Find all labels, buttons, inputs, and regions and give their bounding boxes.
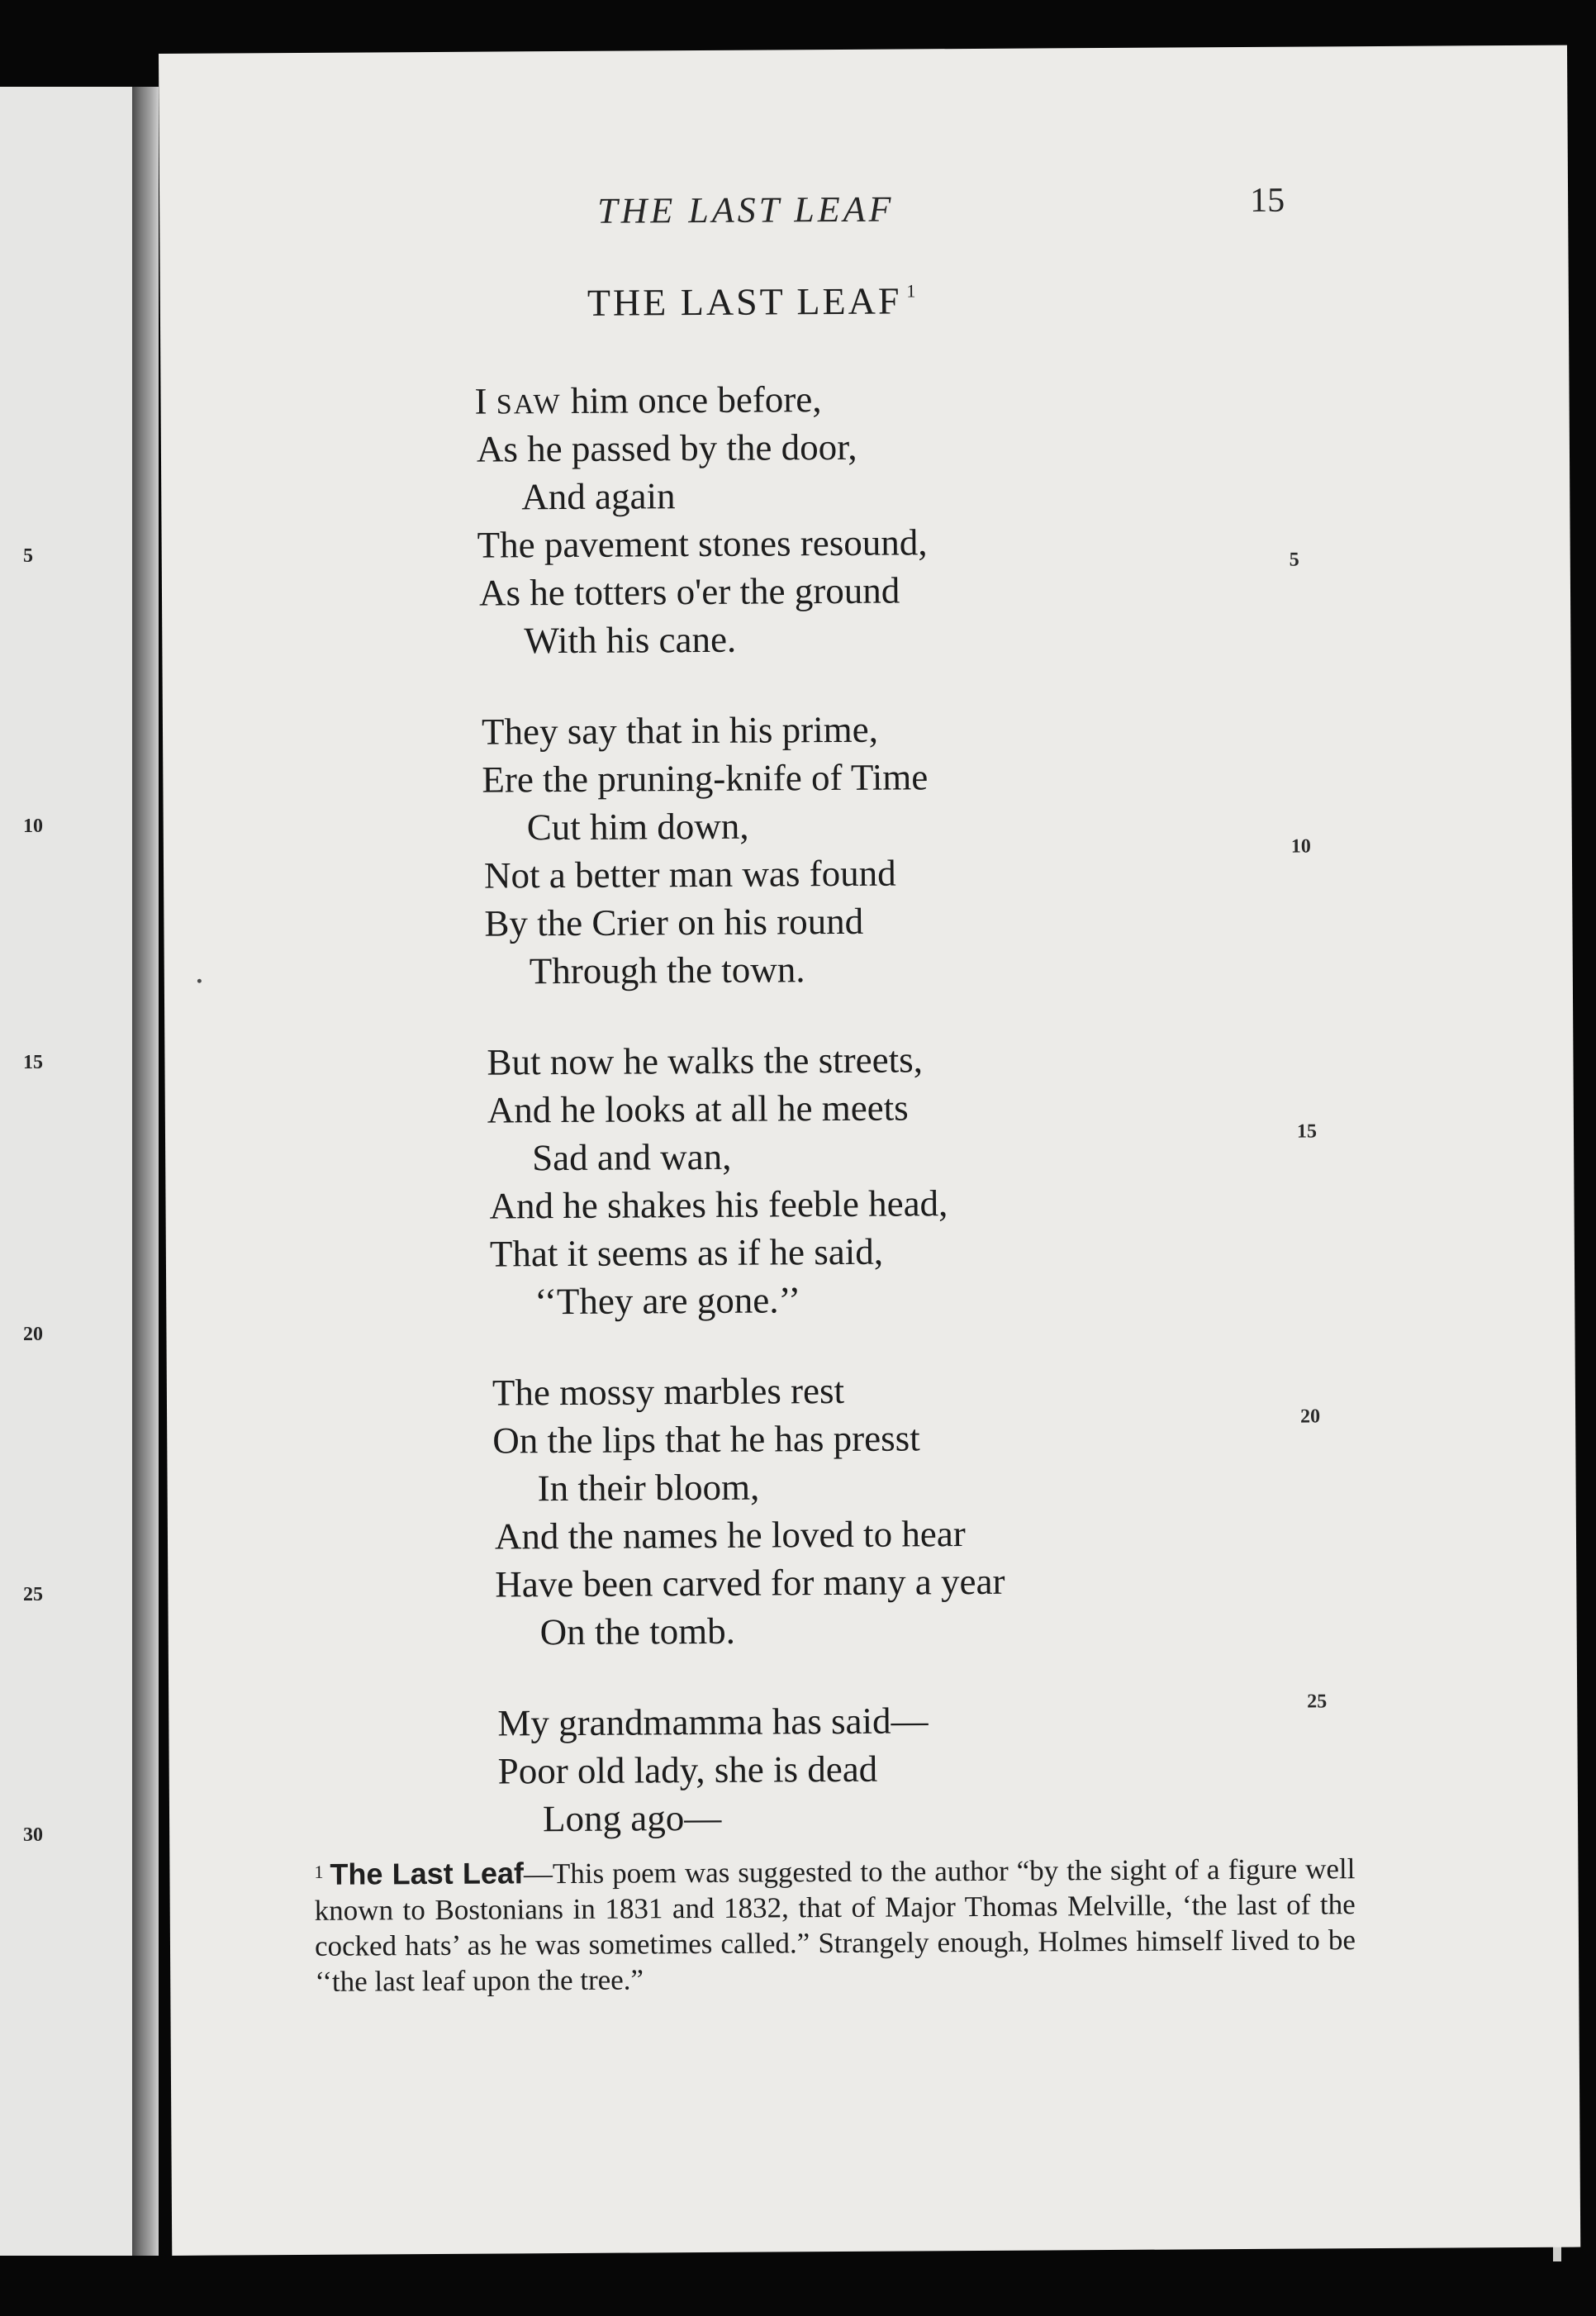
previous-page-edge — [0, 87, 139, 2256]
first-line-rest: him once before, — [561, 378, 822, 422]
drop-initial: I — [474, 380, 496, 422]
left-page-line-number: 5 — [23, 545, 33, 567]
poem-line: They say that in his prime, — [481, 708, 879, 753]
book-gutter — [132, 87, 159, 2256]
poem-line-indented: With his cane. — [524, 618, 737, 662]
poem-title-text: THE LAST LEAF — [587, 279, 902, 324]
left-page-line-number: 25 — [23, 1584, 43, 1605]
small-caps-word: SAW — [496, 389, 562, 421]
poem-line: My grandmamma has said— — [497, 1700, 929, 1744]
line-number: 20 — [1300, 1405, 1321, 1428]
poem-line-indented: Sad and wan, — [532, 1135, 732, 1179]
poem-line-indented: Cut him down, — [526, 805, 749, 849]
footnote-marker: 1 — [314, 1861, 324, 1882]
left-page-line-number: 20 — [23, 1324, 43, 1345]
poem-line: On the lips that he has presst — [492, 1417, 920, 1462]
footnote-text: —This poem was suggested to the author “by the sight of a figure well known to Bostonians in 1831 and 1832, that of Major Thomas Melville, ‘the last of the cocked hats’ as he was sometimes called.” Strangely enough, Holmes himself lived to be ‘‘the last leaf upon the tree.” — [314, 1852, 1356, 1998]
title-footnote-marker: 1 — [906, 280, 919, 302]
poem-line-indented: Long ago— — [542, 1796, 722, 1840]
poem-line-indented: Through the town. — [529, 949, 805, 992]
page-number: 15 — [1249, 181, 1285, 220]
poem-title — [587, 278, 919, 324]
poem-line: But now he walks the streets, — [487, 1039, 924, 1083]
line-number: 10 — [1290, 835, 1311, 858]
line-number: 15 — [1296, 1120, 1318, 1143]
poem-line: By the Crier on his round — [484, 900, 864, 944]
poem-line: Have been carved for many a year — [495, 1560, 1005, 1605]
poem-line-indented: And again — [521, 475, 676, 518]
poem-line-indented: In their bloom, — [537, 1466, 760, 1510]
footnote-heading: The Last Leaf — [330, 1856, 525, 1891]
poem-line: That it seems as if he said, — [489, 1230, 884, 1275]
poem-line: The mossy marbles rest — [492, 1369, 845, 1414]
poem-line: As he passed by the door, — [476, 426, 857, 470]
poem-line: The pavement stones resound, — [477, 521, 928, 566]
poem-line: As he totters o'er the ground — [478, 569, 900, 614]
poem-line: Poor old lady, she is dead — [497, 1748, 878, 1792]
left-page-line-number: 15 — [23, 1052, 43, 1073]
poem-line — [474, 376, 821, 429]
left-page-line-number: 30 — [23, 1824, 43, 1846]
running-header: THE LAST LEAF — [597, 188, 895, 231]
left-page-line-number: 10 — [23, 816, 43, 837]
line-number: 25 — [1307, 1691, 1328, 1713]
book-page — [159, 45, 1580, 2256]
poem-line-indented: On the tomb. — [539, 1610, 736, 1653]
paper-speck — [197, 979, 202, 983]
poem-line: And he looks at all he meets — [487, 1087, 909, 1131]
poem-line-indented: ‘‘They are gone.’’ — [534, 1279, 801, 1323]
line-number: 5 — [1289, 549, 1299, 571]
footnote — [314, 1848, 1356, 2000]
poem-line: Not a better man was found — [483, 852, 896, 896]
poem-line: Ere the pruning-knife of Time — [482, 756, 929, 801]
poem-line: And the names he loved to hear — [494, 1513, 966, 1557]
poem-line: And he shakes his feeble head, — [489, 1182, 948, 1227]
